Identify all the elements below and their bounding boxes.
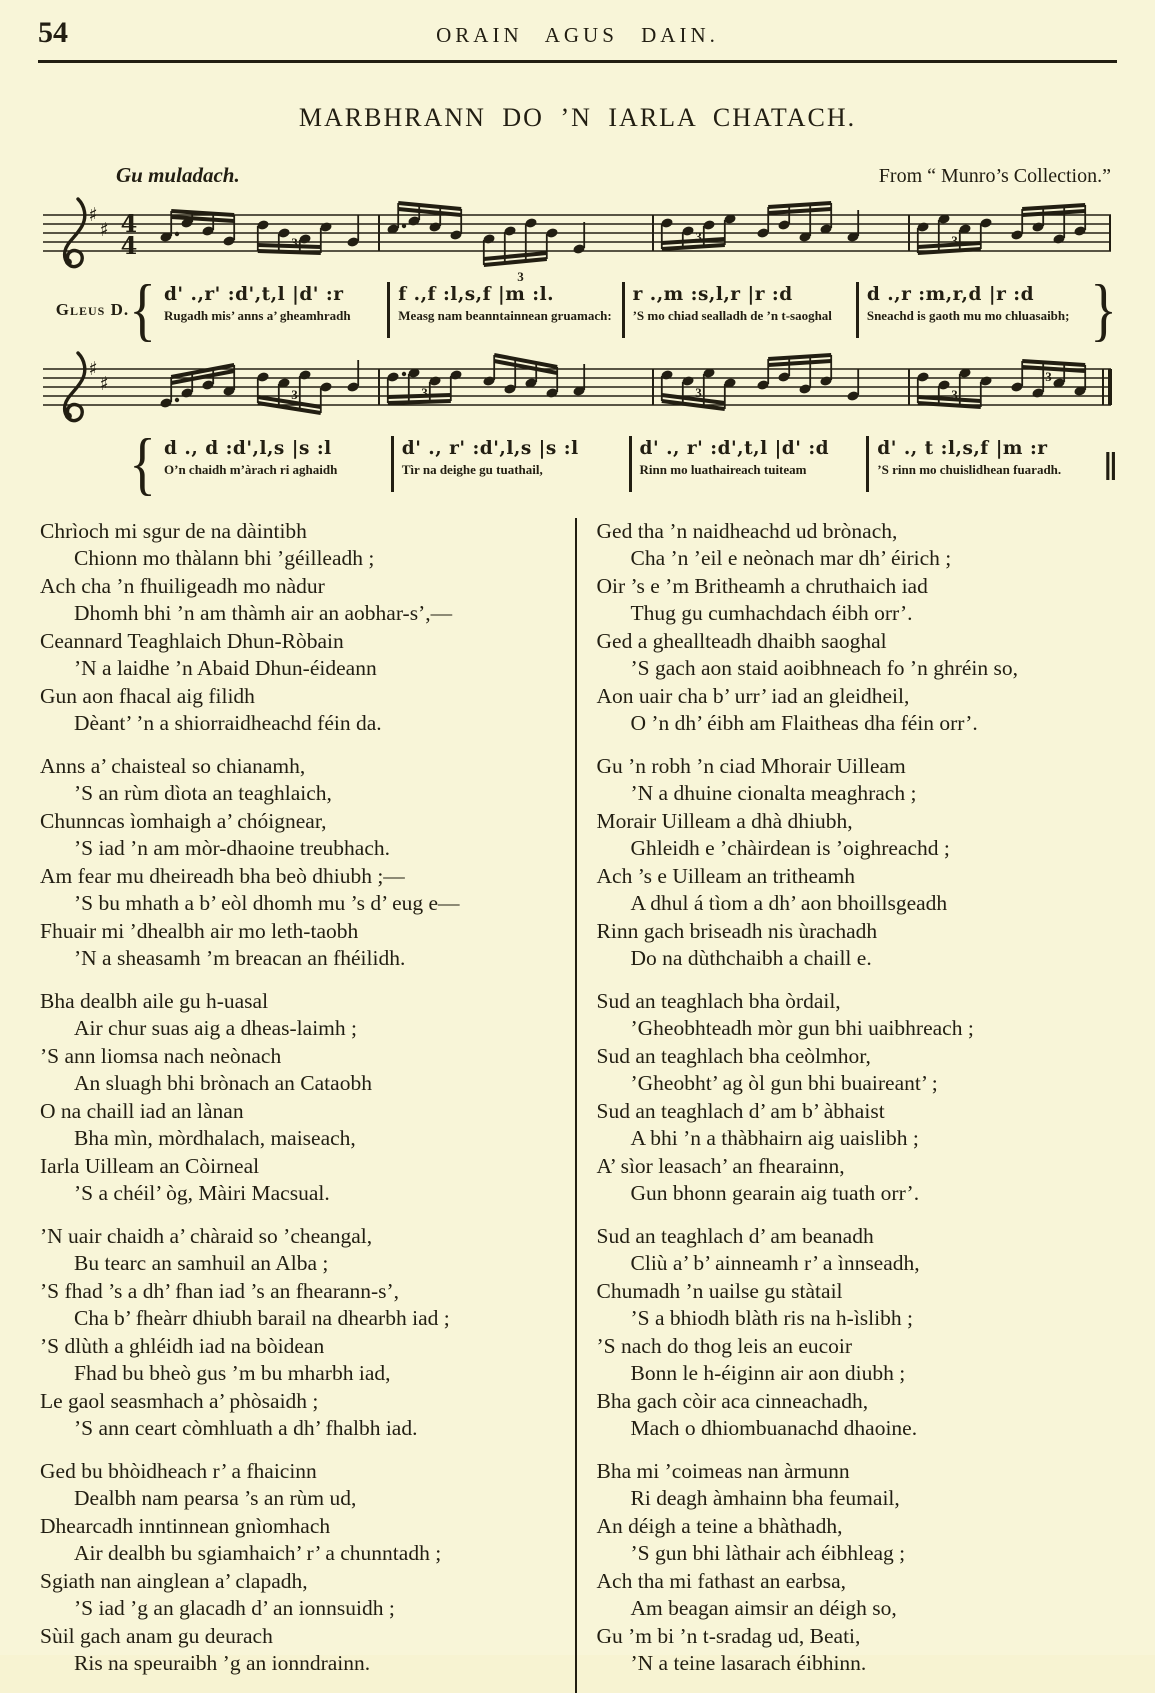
stanza <box>40 753 559 973</box>
stanza <box>40 1458 559 1678</box>
lyric-text: ’S rinn mo chuislidhean fuaradh. <box>877 461 1062 477</box>
verse-line: Iarla Uilleam an Còirneal <box>40 1153 260 1178</box>
solfa-measure <box>856 282 1090 338</box>
verse-line: Cha ’n ’eil e neònach mar dh’ éirich ; <box>630 546 952 570</box>
triplet-number: 3 <box>420 384 428 400</box>
solfa-measure <box>156 282 387 338</box>
verse-line: Gun bhonn gearain aig tuath orr’. <box>630 1181 920 1205</box>
verse-line: O na chaill iad an lànan <box>40 1098 244 1123</box>
verse-line: Am beagan aimsir an déigh so, <box>630 1596 897 1620</box>
verse-line: ’S a chéil’ òg, Màiri Macsual. <box>74 1181 330 1205</box>
verse-line: Air chur suas aig a dheas-laimh ; <box>74 1016 357 1040</box>
verse-line: Le gaol seasmhach a’ phòsaidh ; <box>40 1388 319 1413</box>
poem-column-left <box>40 518 575 1693</box>
verse-line: Bu tearc an samhuil an Alba ; <box>74 1251 329 1275</box>
verse-line: Morair Uilleam a dhà dhiubh, <box>596 808 853 833</box>
lyric-text: Tìr na deighe gu tuathail, <box>401 461 543 477</box>
lyric-text: Sneachd is gaoth mu mo chluasaibh; <box>866 307 1070 323</box>
page-title: MARBHRANN DO ’N IARLA CHATACH. <box>298 102 857 132</box>
verse-line: Sgiath nan ainglean a’ clapadh, <box>40 1568 308 1593</box>
system-label <box>40 270 156 349</box>
triplet-number: 3 <box>694 228 702 244</box>
music-staff-2 <box>41 346 1115 436</box>
triplet-number: 3 <box>1044 368 1052 384</box>
system-end-mark: ‖ <box>1104 443 1118 489</box>
music-staff-1 <box>41 192 1115 282</box>
verse-line: Ach cha ’n fhuiligeadh mo nàdur <box>40 573 325 598</box>
stanza <box>597 518 1116 738</box>
verse-line: Fhad bu bheò gus ’m bu mharbh iad, <box>74 1361 391 1385</box>
verse-line: ’S fhad ’s a dh’ fhan iad ’s an fhearann-s’, <box>40 1278 400 1303</box>
verse-line: Anns a’ chaisteal so chianamh, <box>40 753 306 778</box>
verse-line: Bha mìn, mòrdhalach, maiseach, <box>74 1126 356 1150</box>
verse-line: ’S an rùm dìota an teaghlaich, <box>74 781 332 805</box>
solfa-measure <box>629 436 867 492</box>
verse-line: ’S ann liomsa nach neònach <box>40 1043 282 1068</box>
verse-line: An sluagh bhi brònach an Cataobh <box>74 1071 372 1095</box>
verse-line: ’N a laidhe ’n Abaid Dhun-éideann <box>74 656 377 680</box>
solfa-text: d' ., t :l,s,f |m :r <box>877 437 1048 459</box>
verse-line: Dèant’ ’n a shiorraidheachd féin da. <box>74 711 382 735</box>
solfa-text: r .,m :s,l,r |r :d <box>632 283 793 305</box>
verse-line: Chunncas ìomhaigh a’ chóignear, <box>40 808 327 833</box>
poem-column-right <box>577 518 1116 1693</box>
verse-line: ’S gun bhi làthair ach éibhleag ; <box>630 1541 906 1565</box>
solfa-system-2 <box>40 424 1118 503</box>
verse-line: Thug gu cumhachdach éibh orr’. <box>630 601 913 625</box>
verse-line: Gun aon fhacal aig filidh <box>40 683 255 708</box>
stanza <box>40 988 559 1208</box>
stanza <box>40 518 559 738</box>
system-open-brace: { <box>129 270 156 349</box>
verse-line: Bonn le h-éiginn air aon diubh ; <box>630 1361 906 1385</box>
solfa-text: d .,r :m,r,d |r :d <box>866 283 1035 305</box>
verse-line: ’S iad ’n am mòr-dhaoine treubhach. <box>74 836 390 860</box>
lyric-text: Rugadh mis’ anns a’ gheamhradh <box>164 307 351 323</box>
solfa-text: d' .,r' :d',t,l |d' :r <box>164 283 344 305</box>
lyric-text: ’S mo chiad sealladh de ’n t-saoghal <box>632 307 832 323</box>
solfa-measure <box>156 436 391 492</box>
verse-line: Ris na speuraibh ’g an ionndrainn. <box>74 1651 371 1675</box>
triplet-number: 3 <box>694 384 702 400</box>
lyric-text: Measg nam beanntainnean gruamach: <box>398 307 612 323</box>
verse-line: Gu ’n robh ’n ciad Mhorair Uilleam <box>596 753 906 778</box>
verse-line: Am fear mu dheireadh bha beò dhiubh ;— <box>40 863 405 888</box>
verse-line: ’S dlùth a ghléidh iad na bòidean <box>40 1333 325 1358</box>
sharp-icon: ♯ <box>87 203 98 226</box>
time-signature: 4 <box>120 230 137 260</box>
page-number: 54 <box>38 16 68 49</box>
verse-line: Cliù a’ b’ ainneamh r’ a ìnnseadh, <box>630 1251 920 1275</box>
triplet-number: 3 <box>290 386 298 402</box>
stanza <box>597 988 1116 1208</box>
verse-line: Do na dùthchaibh a chaill e. <box>630 946 872 970</box>
lyric-text: Rinn mo luathaireach tuiteam <box>639 461 807 477</box>
tempo-row <box>116 163 1111 188</box>
poem-columns <box>38 518 1117 1693</box>
verse-line: ’N a sheasamh ’m breacan an fhéilidh. <box>74 946 406 970</box>
verse-line: ’S nach do thog leis an eucoir <box>596 1333 853 1358</box>
verse-line: Chrìoch mi sgur de na dàintibh <box>40 518 307 543</box>
verse-line: Rinn gach briseadh nis ùrachadh <box>596 918 878 943</box>
triplet-number: 3 <box>950 232 958 248</box>
system-label <box>40 424 156 503</box>
verse-line: Bha mi ’coimeas nan àrmunn <box>596 1458 850 1483</box>
solfa-measure <box>391 436 629 492</box>
system-open-brace: { <box>129 424 156 503</box>
verse-line: ’S ann ceart còmhluath a dh’ fhalbh iad. <box>74 1416 418 1440</box>
solfa-measure <box>866 436 1104 492</box>
verse-line: Ri deagh àmhainn bha feumail, <box>630 1486 900 1510</box>
verse-line: ’S gach aon staid aoibhneach fo ’n ghréin so, <box>630 656 1018 680</box>
verse-line: Ceannard Teaghlaich Dhun-Ròbain <box>40 628 344 653</box>
verse-line: Ach tha mi fathast an earbsa, <box>596 1568 847 1593</box>
verse-line: A’ sìor leasach’ an fhearainn, <box>596 1153 845 1178</box>
key-label: Gleus D. <box>55 299 130 319</box>
lyric-text: O’n chaidh m’àrach ri aghaidh <box>164 461 338 477</box>
solfa-measure <box>387 282 621 338</box>
system-end-mark: } <box>1090 270 1118 349</box>
sharp-icon: ♯ <box>98 218 109 241</box>
verse-line: Sud an teaghlach bha òrdail, <box>596 988 841 1013</box>
verse-line: Air dealbh bu sgiamhaich’ r’ a chunntadh ; <box>74 1541 442 1565</box>
verse-line: ’S iad ’g an glacadh d’ an ionnsuidh ; <box>74 1596 395 1620</box>
verse-line: Sùil gach anam gu deurach <box>40 1623 273 1648</box>
stanza <box>40 1223 559 1443</box>
verse-line: Gu ’m bi ’n t-sradag ud, Beati, <box>596 1623 861 1648</box>
solfa-measure <box>622 282 856 338</box>
verse-line: Bha gach còir aca cinneachadh, <box>596 1388 869 1413</box>
verse-line: Chionn mo thàlann bhi ’géilleadh ; <box>74 546 375 570</box>
verse-line: O ’n dh’ éibh am Flaitheas dha féin orr’. <box>630 711 978 735</box>
verse-line: ’Gheobht’ ag òl gun bhi buaireant’ ; <box>630 1071 938 1095</box>
verse-line: Ghleidh e ’chàirdean is ’oighreachd ; <box>630 836 950 860</box>
tempo-marking: Gu muladach. <box>116 162 240 187</box>
verse-line: Sud an teaghlach d’ am b’ àbhaist <box>596 1098 885 1123</box>
solfa-text: d ., d :d',l,s |s :l <box>164 437 332 459</box>
stanza <box>597 753 1116 973</box>
sharp-icon: ♯ <box>87 357 98 380</box>
solfa-text: d' ., r' :d',l,s |s :l <box>401 437 579 459</box>
solfa-system-1 <box>40 270 1118 349</box>
running-head: ORAIN AGUS DAIN. <box>436 23 719 47</box>
verse-line: Ged bu bhòidheach r’ a fhaicinn <box>40 1458 317 1483</box>
verse-line: Bha dealbh aile gu h-uasal <box>40 988 269 1013</box>
verse-line: ’N uair chaidh a’ chàraid so ’cheangal, <box>40 1223 373 1248</box>
triplet-number: 3 <box>516 268 524 284</box>
source-attribution: From “ Munro’s Collection.” <box>878 164 1111 187</box>
stanza <box>597 1458 1116 1678</box>
verse-line: Chumadh ’n uailse gu stàtail <box>596 1278 843 1303</box>
sharp-icon: ♯ <box>98 372 109 395</box>
triplet-number: 3 <box>950 386 958 402</box>
verse-line: ’S bu mhath a b’ eòl dhomh mu ’s d’ eug e— <box>74 891 460 915</box>
verse-line: ’Gheobhteadh mòr gun bhi uaibhreach ; <box>630 1016 974 1040</box>
verse-line: Cha b’ fheàrr dhiubh barail na dhearbh iad ; <box>74 1306 450 1330</box>
verse-line: Ach ’s e Uilleam an tritheamh <box>596 863 856 888</box>
triplet-number: 3 <box>290 234 298 250</box>
verse-line: ’N a teine lasarach éibhinn. <box>630 1651 867 1675</box>
verse-line: Dealbh nam pearsa ’s an rùm ud, <box>74 1486 357 1510</box>
verse-line: ’N a dhuine cionalta meaghrach ; <box>630 781 917 805</box>
verse-line: An déigh a teine a bhàthadh, <box>596 1513 843 1538</box>
verse-line: Fhuair mi ’dhealbh air mo leth-taobh <box>40 918 359 943</box>
verse-line: Aon uair cha b’ urr’ iad an gleidheil, <box>596 683 910 708</box>
verse-line: Sud an teaghlach d’ am beanadh <box>596 1223 874 1248</box>
verse-line: A bhi ’n a thàbhairn aig uaislibh ; <box>630 1126 919 1150</box>
verse-line: Oir ’s e ’m Britheamh a chruthaich iad <box>596 573 928 598</box>
verse-line: Mach o dhiombuanachd dhaoine. <box>630 1416 918 1440</box>
verse-line: Dhearcadh inntinnean gnìomhach <box>40 1513 331 1538</box>
header-rule <box>38 60 1117 63</box>
page-header <box>38 16 1117 50</box>
verse-line: Ged tha ’n naidheachd ud brònach, <box>596 518 898 543</box>
time-signature: 4 <box>120 208 137 238</box>
solfa-text: f .,f :l,s,f |m :l. <box>398 283 555 305</box>
verse-line: Ged a gheallteadh dhaibh saoghal <box>596 628 887 653</box>
verse-line: Sud an teaghlach bha ceòlmhor, <box>596 1043 871 1068</box>
solfa-text: d' ., r' :d',t,l |d' :d <box>639 437 830 459</box>
stanza <box>597 1223 1116 1443</box>
verse-line: ’S a bhiodh blàth ris na h-ìslibh ; <box>630 1306 913 1330</box>
verse-line: A dhul á tìom a dh’ aon bhoillsgeadh <box>630 891 948 915</box>
verse-line: Dhomh bhi ’n am thàmh air an aobhar-s’,— <box>74 601 453 625</box>
